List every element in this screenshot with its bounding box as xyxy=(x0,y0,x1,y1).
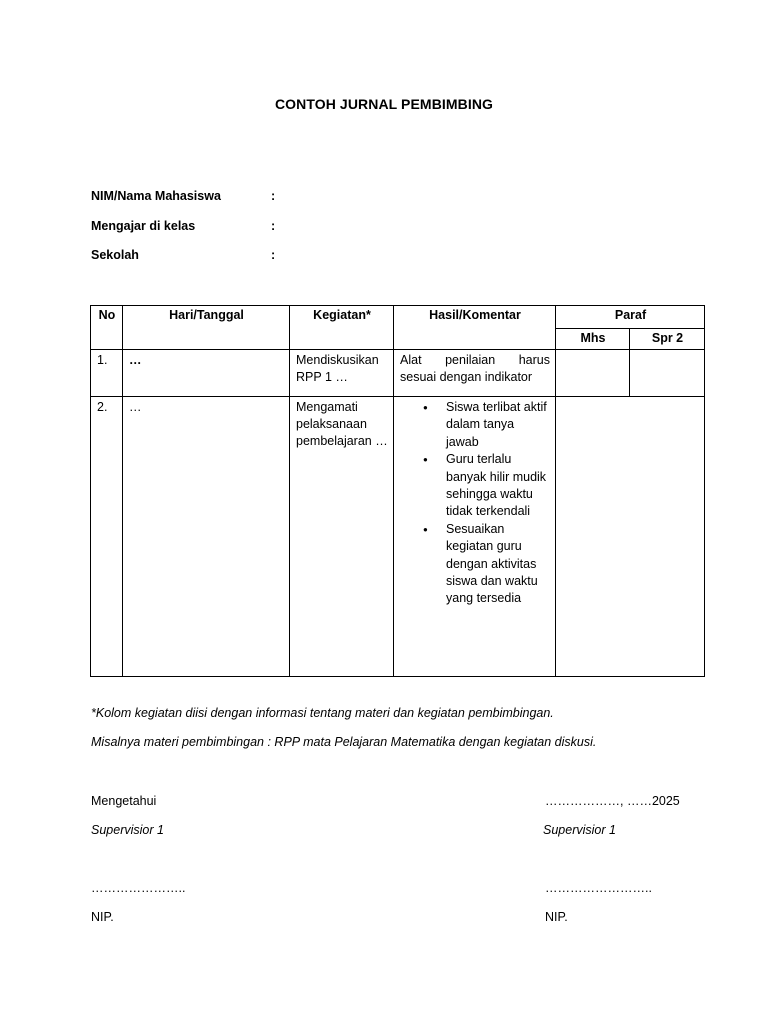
header-paraf: Paraf xyxy=(556,306,705,329)
info-nim-row xyxy=(91,189,391,207)
table-row xyxy=(91,397,705,677)
footnote-line-1: *Kolom kegiatan diisi dengan informasi tentang materi dan kegiatan pembimbingan. xyxy=(91,706,554,720)
row-no: 1. xyxy=(91,350,123,397)
sekolah-colon: : xyxy=(271,248,276,262)
journal-table xyxy=(90,305,705,677)
komentar-bullet-list xyxy=(400,399,550,608)
signature-right-dots: …………………….. xyxy=(545,881,652,895)
header-spr: Spr 2 xyxy=(630,329,705,350)
list-item: ● Sesuaikan kegiatan guru dengan aktivitas siswa dan waktu yang tersedia xyxy=(446,521,550,608)
page-title: CONTOH JURNAL PEMBIMBING xyxy=(274,96,494,112)
signature-right-date: ………………, ……2025 xyxy=(545,794,680,808)
sekolah-label: Sekolah xyxy=(91,248,139,262)
hasil-line-1 xyxy=(400,352,550,369)
row-paraf-spr xyxy=(630,350,705,397)
row-kegiatan: Mengamati pelaksanaan pembelajaran … xyxy=(290,397,394,677)
signature-left-nip: NIP. xyxy=(91,910,114,924)
info-sekolah-row xyxy=(91,248,391,266)
table-header-row xyxy=(91,306,705,329)
row-hasil-komentar xyxy=(394,350,556,397)
signature-right-role: Supervisior 1 xyxy=(543,823,616,837)
hasil-line-2: sesuai dengan indikator xyxy=(400,370,533,384)
row-hasil-komentar xyxy=(394,397,556,677)
header-mhs: Mhs xyxy=(556,329,630,350)
table-row xyxy=(91,350,705,397)
kelas-label: Mengajar di kelas xyxy=(91,219,196,233)
row-hari-tanggal: … xyxy=(123,350,290,397)
row-paraf-merged xyxy=(556,397,705,677)
footnote-line-2: Misalnya materi pembimbingan : RPP mata Pelajaran Matematika dengan kegiatan diskusi. xyxy=(91,735,597,749)
header-no: No xyxy=(91,306,123,350)
row-paraf-mhs xyxy=(556,350,630,397)
hasil-word: Alat xyxy=(400,353,422,367)
hasil-word: penilaian xyxy=(445,353,496,367)
info-kelas-row xyxy=(91,219,391,237)
signature-left-role: Supervisior 1 xyxy=(91,823,164,837)
list-item: ● Guru terlalu banyak hilir mudik sehingga waktu tidak terkendali xyxy=(446,451,550,521)
kelas-colon: : xyxy=(271,219,276,233)
header-kegiatan: Kegiatan* xyxy=(290,306,394,350)
hasil-word: harus xyxy=(518,353,550,367)
row-kegiatan: Mendiskusikan RPP 1 … xyxy=(290,350,394,397)
signature-right-nip: NIP. xyxy=(545,910,568,924)
nim-label: NIM/Nama Mahasiswa xyxy=(91,189,221,203)
signature-left-heading: Mengetahui xyxy=(91,794,157,808)
list-item: ● Siswa terlibat aktif dalam tanya jawab xyxy=(446,399,550,451)
row-hari-tanggal: … xyxy=(123,397,290,677)
header-hasil-komentar: Hasil/Komentar xyxy=(394,306,556,350)
nim-colon: : xyxy=(271,189,276,203)
signature-left-dots: ………………….. xyxy=(91,881,186,895)
row-no: 2. xyxy=(91,397,123,677)
header-hari-tanggal: Hari/Tanggal xyxy=(123,306,290,350)
